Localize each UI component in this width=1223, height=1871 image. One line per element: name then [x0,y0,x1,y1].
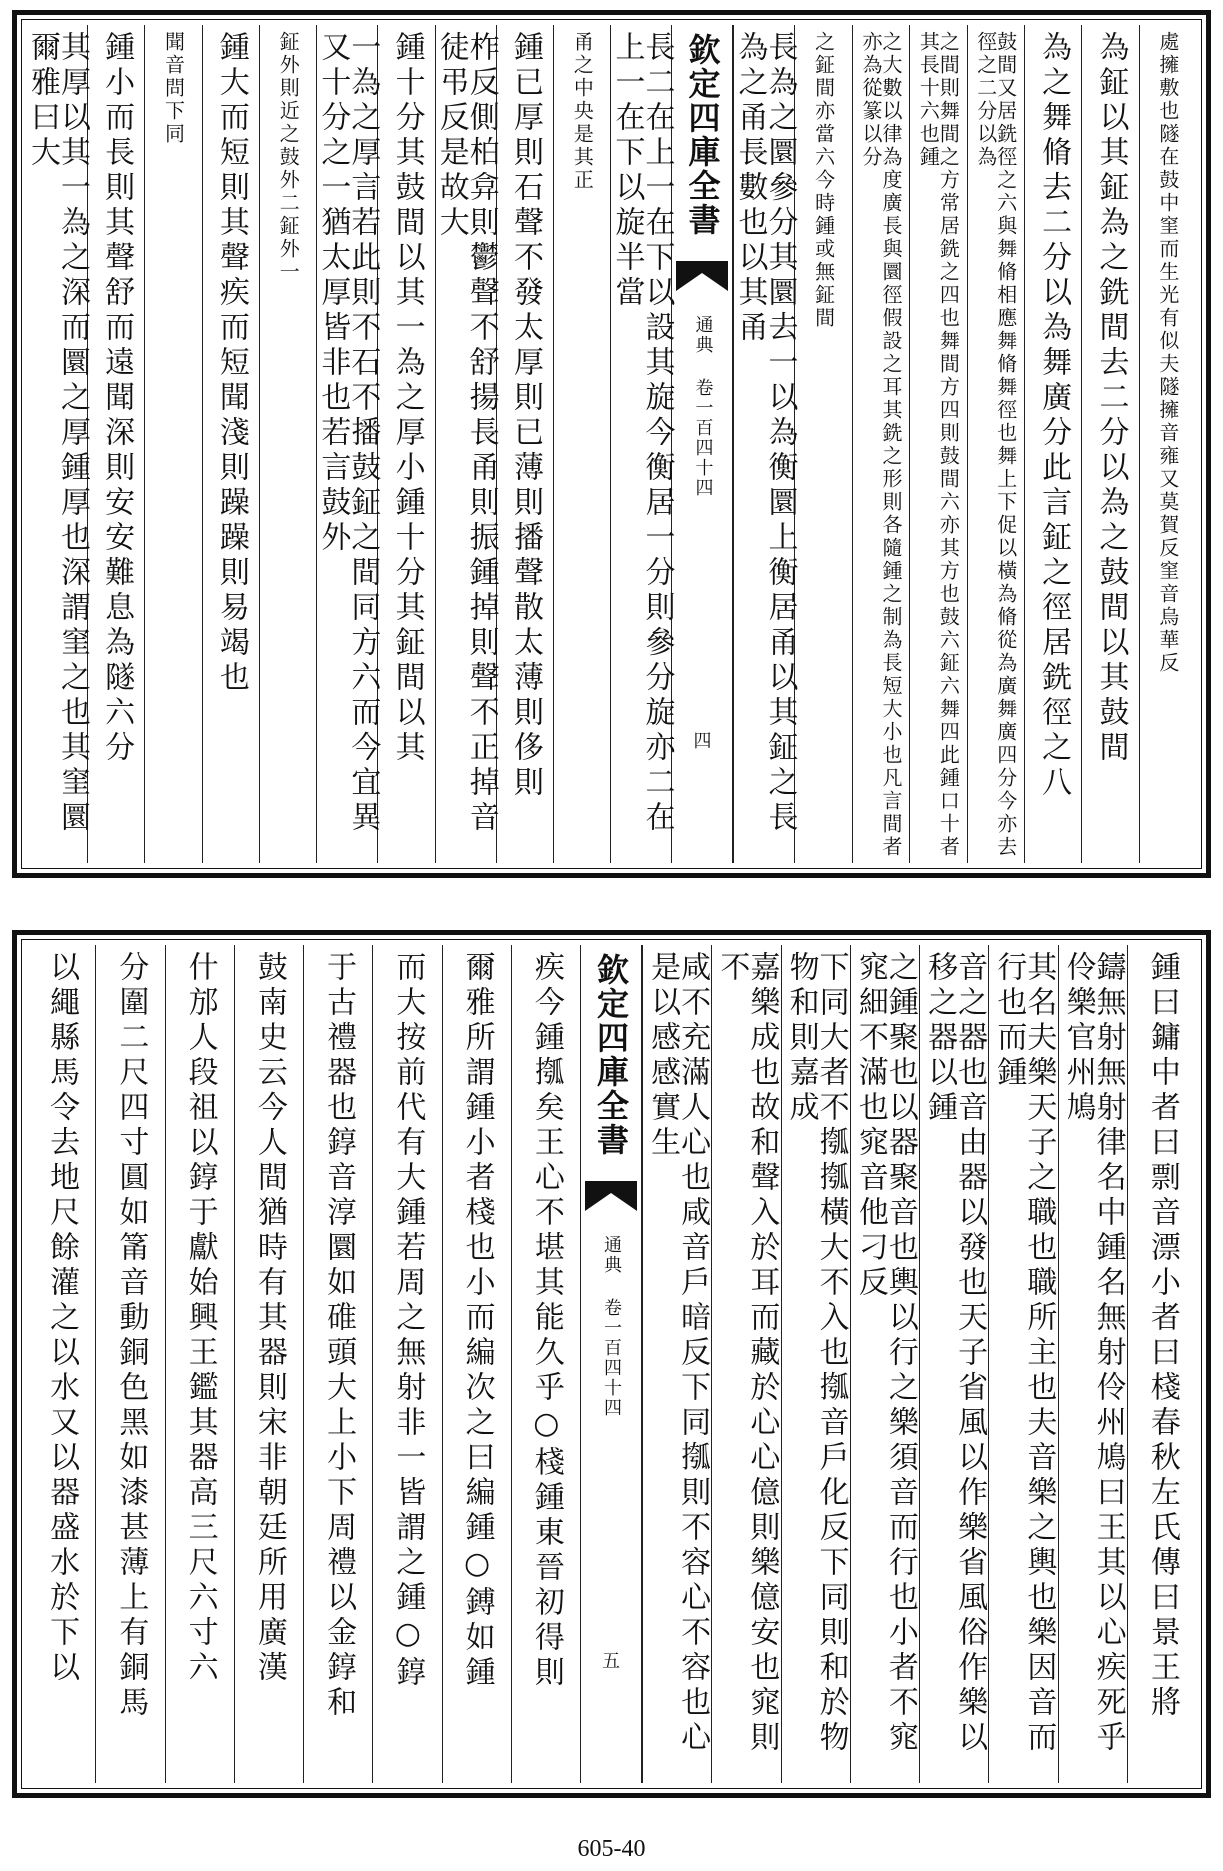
text-column: 鉦外則近之鼓外二鉦外一 [259,25,316,863]
text-column: 為之舞脩去二分以為舞廣分此言鉦之徑居銑徑之八 [1024,25,1081,863]
text-column: 之鍾聚也以器聚音也輿以行之樂須音而行也小者不窕窕細不滿也窕音他刁反 [850,945,919,1783]
text-column: 分圍二尺四寸圓如筩音動銅色黑如漆甚薄上有銅馬 [95,945,164,1783]
center-book-title: 欽定四庫全書 [592,953,630,1157]
text-column: 爾雅所謂鍾小者棧也小而編次之曰編鍾○鎛如鍾 [442,945,511,1783]
text-column: 處擁敷也隧在鼓中窐而生光有似夫隧擁音雍又莫賀反窐音烏華反 [1139,25,1196,863]
page-number: 四 [693,731,712,752]
bottom-text-columns [27,945,1196,1783]
text-column: 音之器也音由器以發也天子省風以作樂省風俗作樂以移之器以鍾 [919,945,988,1783]
text-column: 鼓南史云今人間猶時有其器則宋非朝廷所用廣漢 [234,945,303,1783]
text-column: 其名夫樂天子之職也職所主也夫音樂之輿也樂因音而行也而鍾 [988,945,1057,1783]
bottom-page-leaf [12,930,1211,1798]
text-column: 鍾十分其鼓間以其一為之厚小鍾十分其鉦間以其 [377,25,434,863]
text-column: 嘉樂成也故和聲入於耳而藏於心心億則樂億安也窕則不 [711,945,780,1783]
text-column: 鑄無射無射律名中鍾名無射伶州鳩曰王其以心疾死乎伶樂官州鳩 [1058,945,1127,1783]
text-column: 柞反側柏弇則鬱聲不舒揚長甬則振鍾掉則聲不正掉音徒弔反是故大 [435,25,496,863]
page-id-footer: 605-40 [577,1836,646,1862]
volume-label: 通典 卷一百四十四 [601,1235,622,1418]
text-column: 聞音問下同 [144,25,201,863]
text-column: 鍾小而長則其聲舒而遠聞深則安安難息為隧六分 [87,25,144,863]
top-page-leaf [12,10,1211,878]
text-column: 長二在上一在下以設其旋今衡居一分則參分旋亦二在上一在下以旋半當 [610,25,671,863]
fishtail-mark-icon [585,1181,637,1211]
center-fold-column [580,945,642,1783]
text-column: 長為之圜參分其圜去一以為衡圜上衡居甬以其鉦之長為之甬長數也以其甬 [733,25,794,863]
text-column: 鍾已厚則石聲不發太厚則已薄則播聲散太薄則侈則 [496,25,553,863]
fishtail-mark-icon [676,261,728,291]
center-book-title: 欽定四庫全書 [683,33,722,237]
center-fold-column [671,25,733,863]
text-column: 為鉦以其鉦為之銑間去二分以為之鼓間以其鼓間 [1081,25,1138,863]
top-text-columns [24,25,1196,863]
text-column: 之大數以律為度廣長與圜徑假設之耳其銑之形則各隨鍾之制為長短大小也凡言間者亦為從篆以分 [852,25,909,863]
text-column: 咸不充滿人心也咸音戶暗反下同摦則不容心不容也心是以感感實生 [642,945,711,1783]
text-column: 其厚以其一為之深而圜之厚鍾厚也深謂窐之也其窐圜爾雅曰大 [24,31,90,836]
text-column: 于古禮器也錞音淳圜如碓頭大上小下周禮以金錞和 [303,945,372,1783]
text-column: 鼓間又居銑徑之六與舞脩相應舞脩舞徑也舞上下促以橫為脩從為廣舞廣四分今亦去徑之二分以為 [967,25,1024,863]
text-column: 下同大者不摦摦橫大不入也摦音戶化反下同則和於物物和則嘉成 [781,945,850,1783]
text-column: 之間則舞間之方常居銑之四也舞間方四則鼓間六亦其方也鼓六鉦六舞四此鍾口十者其長十六也鍾 [909,25,966,863]
text-column: 鍾曰鏞中者曰剽音漂小者曰棧春秋左氏傳曰景王將 [1127,945,1196,1783]
text-column: 鍾大而短則其聲疾而短聞淺則躁躁則易竭也 [202,25,259,863]
text-column: 疾今鍾摦矣王心不堪其能久乎○棧鍾東晉初得則 [511,945,580,1783]
text-column: 一為之厚言若此則不石不播鼓鉦之間同方六而今宜異又十分之一猶太厚皆非也若言鼓外 [316,25,377,863]
text-column: 之鉦間亦當六今時鍾或無鉦間 [794,25,851,863]
text-column: 甬之中央是其正 [553,25,610,863]
volume-label: 通典 卷一百四十四 [692,315,714,498]
text-column: 而大按前代有大鍾若周之無射非一皆謂之鍾○錞 [372,945,441,1783]
text-column: 以繩縣馬令去地尺餘灌之以水又以器盛水於下以 [44,951,80,1686]
page-number: 五 [602,1651,620,1672]
text-column: 什邡人段祖以錞于獻始興王鑑其器高三尺六寸六 [165,945,234,1783]
